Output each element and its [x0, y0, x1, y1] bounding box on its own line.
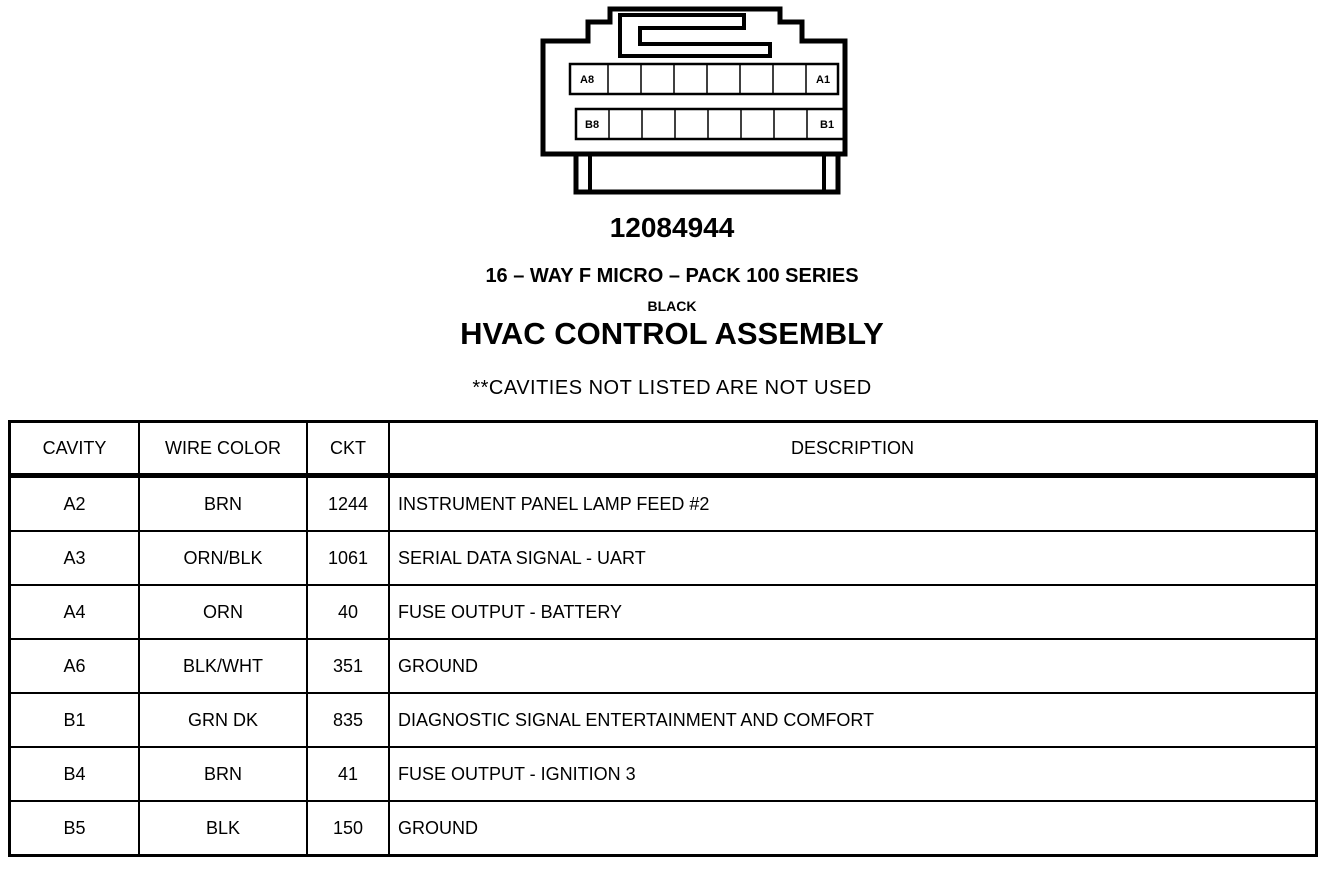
- cell-ckt: 40: [307, 585, 389, 639]
- cell-ckt: 1061: [307, 531, 389, 585]
- connector-latch: [620, 15, 770, 56]
- connector-row-a: [570, 64, 838, 94]
- pinout-table-body: [10, 476, 1317, 856]
- cell-cavity: A6: [10, 639, 140, 693]
- cell-ckt: 1244: [307, 476, 389, 532]
- pinout-table: [8, 420, 1318, 857]
- pin-label-b-right: B1: [820, 119, 835, 131]
- table-row: [10, 585, 1317, 639]
- table-row: [10, 476, 1317, 532]
- cell-description: SERIAL DATA SIGNAL - UART: [389, 531, 1317, 585]
- cell-wire-color: BRN: [139, 747, 307, 801]
- cell-description: GROUND: [389, 639, 1317, 693]
- connector-bottom-tab: [576, 154, 838, 192]
- cell-description: INSTRUMENT PANEL LAMP FEED #2: [389, 476, 1317, 532]
- cell-ckt: 41: [307, 747, 389, 801]
- cell-wire-color: BRN: [139, 476, 307, 532]
- cell-description: FUSE OUTPUT - BATTERY: [389, 585, 1317, 639]
- connector-row-b-dividers: [609, 109, 807, 139]
- cell-description: FUSE OUTPUT - IGNITION 3: [389, 747, 1317, 801]
- header-row: [10, 422, 1317, 476]
- cell-wire-color: BLK/WHT: [139, 639, 307, 693]
- column-header-description: DESCRIPTION: [389, 422, 1317, 476]
- cell-cavity: B1: [10, 693, 140, 747]
- cell-ckt: 150: [307, 801, 389, 856]
- cell-ckt: 835: [307, 693, 389, 747]
- column-header-wire-color: WIRE COLOR: [139, 422, 307, 476]
- column-header-cavity: CAVITY: [10, 422, 140, 476]
- cell-cavity: A3: [10, 531, 140, 585]
- cell-cavity: A2: [10, 476, 140, 532]
- cell-description: GROUND: [389, 801, 1317, 856]
- assembly-title: HVAC CONTROL ASSEMBLY: [460, 316, 884, 351]
- cell-cavity: B5: [10, 801, 140, 856]
- table-row: [10, 639, 1317, 693]
- cell-wire-color: GRN DK: [139, 693, 307, 747]
- pin-label-a-left: A8: [580, 74, 595, 86]
- pin-label-a-right: A1: [816, 74, 831, 86]
- cell-wire-color: BLK: [139, 801, 307, 856]
- pin-label-b-left: B8: [585, 119, 600, 131]
- connector-color: BLACK: [647, 298, 697, 314]
- cell-cavity: B4: [10, 747, 140, 801]
- cell-ckt: 351: [307, 639, 389, 693]
- connector-series: 16 – WAY F MICRO – PACK 100 SERIES: [485, 265, 859, 287]
- unused-cavities-note: **CAVITIES NOT LISTED ARE NOT USED: [472, 377, 872, 399]
- part-number: 12084944: [609, 212, 735, 243]
- cell-description: DIAGNOSTIC SIGNAL ENTERTAINMENT AND COMFORT: [389, 693, 1317, 747]
- connector-diagram: [540, 6, 850, 196]
- table-row: [10, 801, 1317, 856]
- connector-row-b: [576, 109, 844, 139]
- cell-wire-color: ORN/BLK: [139, 531, 307, 585]
- pinout-table-header: [10, 422, 1317, 476]
- table-row: [10, 693, 1317, 747]
- cell-cavity: A4: [10, 585, 140, 639]
- table-row: [10, 531, 1317, 585]
- cell-wire-color: ORN: [139, 585, 307, 639]
- table-row: [10, 747, 1317, 801]
- connector-row-a-dividers: [608, 64, 806, 94]
- column-header-ckt: CKT: [307, 422, 389, 476]
